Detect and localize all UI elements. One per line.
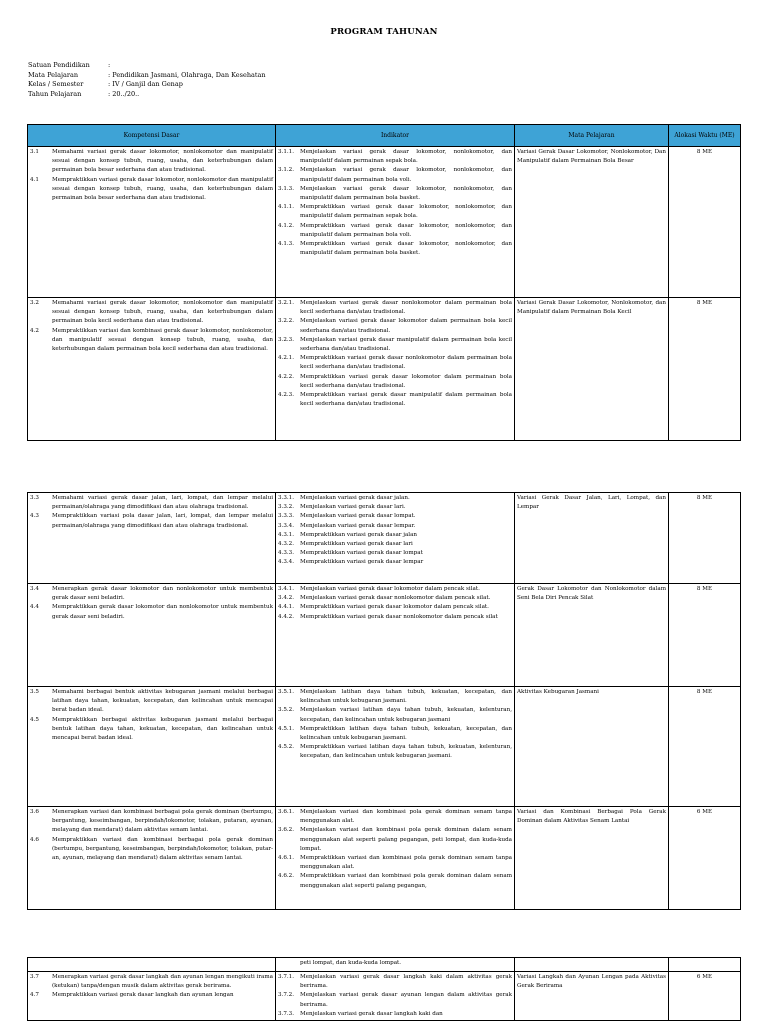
indicator-number: 3.1.3. <box>278 185 295 192</box>
indicator-number: 3.5.1. <box>278 689 295 695</box>
indicator-cell <box>276 493 515 584</box>
indicator-number: 3.7.1. <box>278 974 295 980</box>
kd-text: Memahami variasi gerak dasar lokomotor, nonlokomotor dan manipulatif sesuai dengan konsep tubuh, ruang, usaha, dan keterhubungan dalam permainan bola besar sederhana dan atau tradisional. <box>52 149 273 174</box>
indicator-item <box>278 1010 512 1019</box>
table-row <box>28 584 741 687</box>
indicator-number: 4.2.3. <box>278 392 295 399</box>
mapel-cell: Variasi Gerak Dasar Lokomotor, Nonlokomotor, dan Manipulatif dalam Permainan Bola Kecil <box>515 298 669 441</box>
indicator-number: 3.3.3. <box>278 513 295 520</box>
meta-value: : <box>108 61 111 69</box>
mapel-cell <box>515 958 669 972</box>
kd-text: Menerapkan variasi dan kombinasi berbagai pola gerak dominan (bertumpu, bergantung, keseimbangan, berpindah/lokomotor, tolakan, putaran, ayunan, melayang dan mendarat) dalam aktivitas senam lantai. <box>52 809 273 834</box>
kd-item <box>30 299 273 327</box>
indicator-number: 3.2.1. <box>278 300 295 306</box>
indicator-text: Menjelaskan variasi gerak dasar lokomotor, nonlokomotor, dan manipulatif dalam permainan bola basket. <box>300 185 512 202</box>
indicator-item <box>278 603 512 612</box>
mapel-cell: Variasi Langkah dan Ayunan Lengan pada Aktivitas Gerak Berirama <box>515 972 669 1021</box>
indicator-number: 3.4.1. <box>278 586 295 592</box>
indicator-number: 4.4.1. <box>278 604 295 611</box>
kd-cell <box>28 493 276 584</box>
indicator-text: Mempraktikkan variasi gerak dasar lokomotor, nonlokomotor, dan manipulatif dalam permainan sepak bola. <box>300 204 512 220</box>
alokasi-cell: 8 ME <box>669 147 741 298</box>
indicator-text: Menjelaskan variasi gerak dasar lari. <box>300 504 406 511</box>
kd-item <box>30 808 273 836</box>
indicator-text: Mempraktikkan variasi latihan daya tahan tubuh, kekuatan, kelenturan, kecepatan, dan kelincahan untuk kebugaran jasmani. <box>300 744 512 760</box>
indicator-text: Menjelaskan variasi dan kombinasi pola gerak dominan dalam senam menggunakan alat seperti palang pegangan, peti lompat, dan kuda-kuda lompat. <box>300 827 512 852</box>
meta-value: : 20../20.. <box>108 89 140 98</box>
indicator-number: 3.5.2. <box>278 707 295 714</box>
kd-item <box>30 585 273 603</box>
kd-text: Mempraktikkan gerak dasar lokomotor dan nonlokomotor untuk membentuk gerak dasar seni beladiri. <box>52 604 273 620</box>
mapel-cell: Aktivitas Kebugaran Jasmani <box>515 687 669 807</box>
indicator-text: Menjelaskan variasi gerak dasar lompat. <box>300 513 416 520</box>
kd-text: Mempraktikkan berbagai aktivitas kebugaran jasmani melalui berbagai bentuk latihan daya tahan, kekuatan, kecepatan, dan kelincahan untuk mencapai berat badan ideal. <box>52 716 273 742</box>
indicator-text: Menjelaskan variasi gerak dasar langkah kaki dalam aktivitas gerak berirama. <box>300 974 512 990</box>
indicator-text: Menjelaskan variasi gerak dasar lokomotor dalam permainan bola kecil sederhana dan/atau tradisional. <box>300 318 512 334</box>
indicator-item <box>278 531 512 540</box>
indicator-text: Menjelaskan variasi gerak dasar lokomotor, nonlokomotor, dan manipulatif dalam permainan sepak bola. <box>300 149 512 165</box>
indicator-number: 4.3.3. <box>278 550 295 557</box>
indicator-number: 4.5.1. <box>278 725 295 732</box>
kd-item <box>30 327 273 355</box>
kd-number: 3.1 <box>30 149 39 155</box>
kd-number: 4.1 <box>30 176 39 183</box>
kd-item <box>30 512 273 530</box>
indicator-text: Mempraktikkan variasi gerak dasar nonlokomotor dalam permainan bola kecil sederhana dan/atau tradisional. <box>300 355 512 371</box>
indicator-text: Mempraktikkan variasi gerak dasar lokomotor dalam pencak silat. <box>300 604 489 611</box>
indicator-item <box>278 549 512 558</box>
indicator-text: Menjelaskan variasi gerak dasar langkah kaki dan <box>300 1010 443 1017</box>
indicator-continuation: peti lompat, dan kuda-kuda lompat. <box>300 960 402 966</box>
kd-number: 3.6 <box>30 809 39 815</box>
indicator-item <box>278 373 512 391</box>
meta-row <box>28 61 266 71</box>
indicator-item <box>278 185 512 203</box>
kd-text: Menerapkan gerak dasar lokomotor dan nonlokomotor untuk membentuk gerak dasar seni beladiri. <box>52 586 273 602</box>
indicator-number: 3.2.2. <box>278 318 295 325</box>
indicator-item <box>278 973 512 991</box>
kd-cell <box>28 584 276 687</box>
kd-number: 3.2 <box>30 300 39 306</box>
kd-item <box>30 836 273 864</box>
indicator-item <box>278 512 512 521</box>
indicator-number: 3.4.2. <box>278 595 295 602</box>
kd-number: 4.7 <box>30 992 39 999</box>
kd-text: Mempraktikkan variasi dan kombinasi berbagai pola gerak dominan (bertumpu, bergantung, keseimbangan, berpindah/lokomotor, tolakan, putar-an, ayunan, melayang dan mendarat) dalam aktivitas senam lantai. <box>52 836 273 862</box>
indicator-number: 4.1.3. <box>278 241 295 248</box>
indicator-text: Mempraktikkan variasi gerak dasar lompat <box>300 550 423 557</box>
kd-number: 4.2 <box>30 327 39 334</box>
kd-item <box>30 603 273 621</box>
program-table-part-1 <box>27 124 741 441</box>
kd-number: 4.3 <box>30 513 39 520</box>
kd-item <box>30 176 273 204</box>
alokasi-cell: 6 ME <box>669 972 741 1021</box>
mapel-cell: Variasi Gerak Dasar Lokomotor, Nonlokomotor, Dan Manipulatif dalam Permainan Bola Besar <box>515 147 669 298</box>
meta-label: Tahun Pelajaran <box>28 89 82 98</box>
kd-item <box>30 973 273 991</box>
indicator-item <box>278 826 512 854</box>
meta-value: : Pendidikan Jasmani, Olahraga, Dan Kesehatan <box>108 70 266 79</box>
table-row <box>28 493 741 584</box>
table-header-row <box>28 125 741 147</box>
indicator-number: 4.2.2. <box>278 373 295 380</box>
header-alokasi-waktu: Alokasi Waktu (ME) <box>669 125 741 147</box>
indicator-number: 4.3.2. <box>278 541 295 548</box>
indicator-text: Menjelaskan variasi gerak dasar manipulatif dalam permainan bola kecil sederhana dan/atau tradisional. <box>300 336 512 353</box>
indicator-number: 4.5.2. <box>278 744 295 751</box>
alokasi-cell <box>669 958 741 972</box>
document-meta <box>28 61 266 99</box>
alokasi-cell: 8 ME <box>669 493 741 584</box>
indicator-item <box>278 240 512 258</box>
indicator-text: Menjelaskan latihan daya tahan tubuh, kekuatan, kecepatan, dan kelincahan untuk kebugaran jasmani. <box>300 689 512 705</box>
indicator-text: Mempraktikkan variasi dan kombinasi pola gerak dominan senam tanpa menggunakan alat. <box>300 855 512 871</box>
indicator-text: Mempraktikkan variasi dan kombinasi pola gerak dominan dalam senam menggunakan alat seperti palang pegangan, <box>300 873 512 889</box>
indicator-item <box>278 613 512 622</box>
kd-number: 3.3 <box>30 495 39 501</box>
indicator-item <box>278 354 512 372</box>
table-row <box>28 298 741 441</box>
indicator-number: 4.1.2. <box>278 222 295 229</box>
kd-cell <box>28 687 276 807</box>
indicator-text: Mempraktikkan variasi gerak dasar lokomotor, nonlokomotor, dan manipulatif dalam permainan bola voli. <box>300 222 512 238</box>
indicator-item <box>278 391 512 409</box>
mapel-cell: Variasi Gerak Dasar Jalan, Lari, Lompat, dan Lempar <box>515 493 669 584</box>
indicator-text: Menjelaskan variasi gerak dasar nonlokomotor dalam permainan bola kecil sederhana dan/atau tradisional. <box>300 300 512 316</box>
meta-row <box>28 80 266 90</box>
alokasi-cell: 8 ME <box>669 298 741 441</box>
indicator-text: Menjelaskan variasi gerak dasar jalan. <box>300 495 410 501</box>
indicator-text: Menjelaskan variasi gerak dasar ayunan lengan dalam aktivitas gerak berirama. <box>300 992 512 1008</box>
table-row <box>28 807 741 910</box>
indicator-item <box>278 148 512 166</box>
indicator-item <box>278 725 512 743</box>
indicator-number: 3.7.3. <box>278 1010 295 1017</box>
alokasi-cell: 8 ME <box>669 687 741 807</box>
indicator-number: 4.4.2. <box>278 613 295 620</box>
kd-text: Mempraktikkan variasi pola dasar jalan, lari, lompat, dan lempar melalui permainan/olahraga yang dimodifikasi dan atau olahraga tradisional. <box>52 513 273 529</box>
indicator-text: Menjelaskan variasi gerak dasar nonlokomotor dalam pencak silat. <box>300 595 491 602</box>
kd-item <box>30 688 273 716</box>
indicator-text: Mempraktikkan variasi gerak dasar lokomotor dalam permainan bola kecil sederhana dan/atau tradisional. <box>300 373 512 389</box>
indicator-item <box>278 558 512 567</box>
kd-number: 3.7 <box>30 974 39 980</box>
meta-label: Satuan Pendidikan <box>28 61 90 69</box>
mapel-cell: Gerak Dasar Lokomotor dan Nonlokomotor dalam Seni Bela Diri Pencak Silat <box>515 584 669 687</box>
indicator-item <box>278 594 512 603</box>
kd-cell <box>28 298 276 441</box>
mapel-cell: Variasi dan Kombinasi Berbagai Pola Gerak Dominan dalam Aktivitas Senam Lantai <box>515 807 669 910</box>
indicator-cell <box>276 958 515 972</box>
kd-text: Memahami berbagai bentuk aktivitas kebugaran jasmani melalui berbagai latihan daya tahan, kekuatan, kecepatan, dan kelincahan untuk mencapai berat badan ideal. <box>52 689 273 714</box>
indicator-cell <box>276 807 515 910</box>
program-table-part-2 <box>27 492 741 910</box>
kd-text: Mempraktikkan variasi gerak dasar lokomotor, nonlokomotor dan manipulatif sesuai dengan konsep tubuh, ruang, usaha, dan keterhubungan dalam permainan bola besar sederhana dan atau tradisional. <box>52 176 274 202</box>
indicator-item <box>278 299 512 317</box>
alokasi-cell: 8 ME <box>669 584 741 687</box>
meta-row <box>28 71 266 81</box>
indicator-item <box>278 203 512 221</box>
indicator-text: Mempraktikkan variasi gerak dasar manipulatif dalam permainan bola kecil sederhana dan/atau tradisional. <box>300 392 512 408</box>
indicator-number: 3.3.1. <box>278 495 295 501</box>
indicator-item <box>278 166 512 184</box>
indicator-item <box>278 336 512 354</box>
indicator-number: 4.6.2. <box>278 873 295 880</box>
meta-row <box>28 90 266 100</box>
header-mata-pelajaran: Mata Pelajaran <box>515 125 669 147</box>
alokasi-cell: 6 ME <box>669 807 741 910</box>
indicator-item <box>278 854 512 872</box>
kd-cell <box>28 958 276 972</box>
indicator-item <box>278 222 512 240</box>
meta-label: Kelas / Semester <box>28 80 84 89</box>
kd-cell <box>28 147 276 298</box>
indicator-number: 4.3.4. <box>278 559 295 566</box>
indicator-item <box>278 494 512 503</box>
indicator-cell <box>276 972 515 1021</box>
indicator-number: 4.2.1. <box>278 355 295 362</box>
kd-text: Memahami variasi gerak dasar jalan, lari, lompat, dan lempar melalui permainan/olahraga yang dimodifikasi dan atau olahraga tradisional. <box>52 495 273 511</box>
kd-number: 4.4 <box>30 604 39 611</box>
indicator-text: Menjelaskan variasi gerak dasar lokomotor, nonlokomotor, dan manipulatif dalam permainan bola voli. <box>300 167 512 183</box>
indicator-number: 3.6.1. <box>278 809 295 815</box>
page-title: PROGRAM TAHUNAN <box>330 27 438 37</box>
kd-item <box>30 494 273 512</box>
indicator-text: Mempraktikkan variasi gerak dasar lokomotor, nonlokomotor, dan manipulatif dalam permainan bola basket. <box>300 241 512 257</box>
kd-cell <box>28 972 276 1021</box>
indicator-number: 4.3.1. <box>278 531 295 538</box>
indicator-text: Menjelaskan variasi gerak dasar lempar. <box>300 522 416 529</box>
indicator-text: Mempraktikkan variasi gerak dasar nonlokomotor dalam pencak silat <box>300 613 498 620</box>
header-kompetensi-dasar: Kompetensi Dasar <box>28 125 276 147</box>
indicator-cell <box>276 298 515 441</box>
table-row <box>28 958 741 972</box>
indicator-cell <box>276 584 515 687</box>
meta-label: Mata Pelajaran <box>28 70 79 79</box>
indicator-item <box>278 688 512 706</box>
indicator-text: Menjelaskan variasi dan kombinasi pola gerak dominan senam tanpa menggunakan alat. <box>300 809 512 825</box>
indicator-number: 3.7.2. <box>278 992 295 999</box>
indicator-item <box>278 317 512 335</box>
table-row <box>28 972 741 1021</box>
kd-text: Mempraktikkan variasi gerak dasar langkah dan ayunan lengan <box>52 992 234 999</box>
indicator-item <box>278 706 512 724</box>
kd-text: Mempraktikkan variasi dan kombinasi gerak dasar lokomotor, nonlokomotor, dan manipulatif sesuai dengan konsep tubuh, ruang, usaha, dan keterhubungan dalam permainan bola kecil sederhana dan atau tradisional. <box>52 327 273 353</box>
indicator-item <box>278 872 512 890</box>
indicator-text: Mempraktikkan variasi gerak dasar lempar <box>300 559 424 566</box>
header-indikator: Indikator <box>276 125 515 147</box>
kd-text: Menerapkan variasi gerak dasar langkah dan ayunan lengan mengikuti irama (ketukan) tanpa/dengan musik dalam aktivitas gerak berirama. <box>52 974 273 990</box>
indicator-cell <box>276 687 515 807</box>
kd-cell <box>28 807 276 910</box>
indicator-number: 3.3.4. <box>278 522 295 529</box>
indicator-number: 4.1.1. <box>278 204 295 211</box>
indicator-item <box>278 743 512 761</box>
table-row <box>28 687 741 807</box>
kd-number: 3.4 <box>30 586 39 592</box>
indicator-number: 3.6.2. <box>278 827 295 834</box>
indicator-cell <box>276 147 515 298</box>
indicator-number: 3.1.1. <box>278 149 295 155</box>
kd-text: Memahami variasi gerak dasar lokomotor, nonlokomotor dan manipulatif sesuai dengan konsep tubuh, ruang, usaha, dan keterhubungan dalam permainan bola kecil sederhana dan atau tradisional. <box>52 300 273 325</box>
kd-item <box>30 716 273 744</box>
indicator-item <box>278 991 512 1009</box>
kd-item <box>30 148 273 176</box>
indicator-item <box>278 808 512 826</box>
indicator-number: 4.6.1. <box>278 855 295 862</box>
indicator-item <box>278 540 512 549</box>
indicator-item <box>278 522 512 531</box>
indicator-text: Menjelaskan variasi gerak dasar lokomotor dalam pencak silat. <box>300 586 480 592</box>
kd-number: 3.5 <box>30 689 39 695</box>
indicator-text: Mempraktikkan variasi gerak dasar jalan <box>300 531 418 538</box>
indicator-text: Menjelaskan variasi latihan daya tahan tubuh, kekuatan, kelenturan, kecepatan, dan kelincahan untuk kebugaran jasmani <box>300 707 512 723</box>
indicator-number: 3.3.2. <box>278 504 295 511</box>
indicator-text: Mempraktikkan latihan daya tahan tubuh, kekuatan, kecepatan, dan kelincahan untuk kebugaran jasmani. <box>300 725 512 742</box>
table-row <box>28 147 741 298</box>
indicator-number: 3.2.3. <box>278 336 295 343</box>
kd-number: 4.5 <box>30 716 39 723</box>
kd-number: 4.6 <box>30 836 39 843</box>
indicator-item <box>278 585 512 594</box>
indicator-number: 3.1.2. <box>278 167 295 174</box>
indicator-item <box>278 503 512 512</box>
kd-item <box>30 991 273 1000</box>
program-table-part-3 <box>27 957 741 1021</box>
indicator-text: Mempraktikkan variasi gerak dasar lari <box>300 541 413 548</box>
meta-value: : IV / Ganjil dan Genap <box>108 80 183 89</box>
